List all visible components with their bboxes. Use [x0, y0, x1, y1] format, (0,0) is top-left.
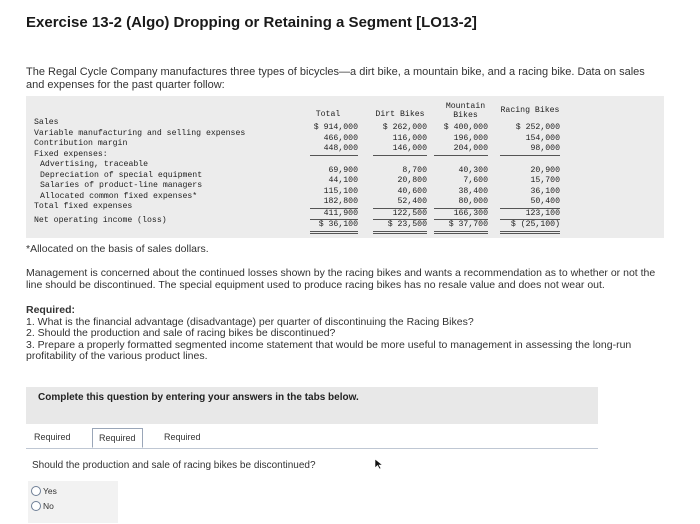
- dirt-variable: 116,000: [392, 133, 427, 143]
- header-dirt-bikes: Dirt Bikes: [375, 110, 425, 119]
- column-racing-bikes: [500, 123, 560, 234]
- row-label-advertising: Advertising, traceable: [40, 160, 149, 169]
- mountain-allocated: 80,000: [434, 197, 488, 209]
- required-section: [26, 305, 676, 363]
- racing-net-income: $ (25,100): [500, 220, 560, 234]
- mountain-depreciation: 7,600: [463, 176, 488, 185]
- required-item-3: 3. Prepare a properly formatted segmented income statement that would be more useful to management in assessing the long-run profitability of the various product lines.: [26, 338, 632, 362]
- dirt-net-income: $ 23,500: [373, 220, 427, 234]
- racing-fixed: 123,100: [500, 209, 560, 221]
- row-label-net-operating-income: Net operating income (loss): [34, 216, 167, 225]
- dirt-sales: $ 262,000: [382, 123, 427, 132]
- racing-contribution: 98,000: [500, 144, 560, 156]
- mountain-advertising: 40,300: [458, 165, 488, 175]
- dirt-contribution: 146,000: [373, 144, 427, 156]
- required-heading: Required:: [26, 304, 76, 316]
- exercise-intro: The Regal Cycle Company manufactures three types of bicycles—a dirt bike, a mountain bike, and a racing bike. Data on sales and expenses for the past quarter follow:: [26, 66, 645, 91]
- total-advertising: 69,900: [328, 165, 358, 175]
- row-label-variable-expenses: Variable manufacturing and selling expenses: [34, 128, 246, 138]
- mouse-cursor-icon: [374, 458, 384, 470]
- column-mountain-bikes: [434, 123, 488, 234]
- header-mountain-bikes-line1: Mountain: [445, 102, 486, 111]
- row-label-depreciation: Depreciation of special equipment: [40, 170, 203, 180]
- header-mountain-bikes-line2: Bikes: [453, 111, 478, 120]
- dirt-salaries: 40,600: [397, 186, 427, 196]
- total-depreciation: 44,100: [328, 176, 358, 185]
- dirt-advertising: 8,700: [402, 165, 427, 175]
- header-total: Total: [315, 110, 341, 119]
- mountain-salaries: 38,400: [458, 186, 488, 196]
- total-sales: $ 914,000: [313, 123, 358, 132]
- required-item-1: 1. What is the financial advantage (disadvantage) per quarter of discontinuing the Racing Bikes?: [26, 315, 474, 328]
- option-no-label: No: [43, 501, 54, 511]
- racing-salaries: 36,100: [530, 186, 560, 196]
- mountain-fixed: 166,300: [434, 209, 488, 221]
- mountain-contribution: 204,000: [434, 144, 488, 156]
- answer-options: [28, 481, 118, 523]
- question-panel: [26, 448, 598, 524]
- instructions-text: Complete this question by entering your answers in the tabs below.: [38, 392, 359, 403]
- instructions-banner: [26, 387, 598, 424]
- option-no[interactable]: [31, 501, 54, 511]
- racing-sales: $ 252,000: [515, 123, 560, 132]
- footnote: *Allocated on the basis of sales dollars.: [26, 243, 209, 255]
- tab-required-3[interactable]: Required: [164, 432, 201, 442]
- radio-yes[interactable]: [31, 486, 41, 496]
- column-total: [310, 123, 358, 234]
- management-paragraph: Management is concerned about the continued losses shown by the racing bikes and wants a recommendation as to whether or not the line should be discontinued. The special equipment used to produce racing bikes has no resale value and does not wear out.: [26, 267, 656, 291]
- total-contribution: 448,000: [310, 144, 358, 156]
- row-label-contribution-margin: Contribution margin: [34, 139, 128, 148]
- tab-required-2[interactable]: Required: [92, 428, 143, 448]
- row-label-allocated-common: Allocated common fixed expenses*: [40, 191, 198, 201]
- dirt-depreciation: 20,800: [397, 176, 427, 185]
- row-label-salaries: Salaries of product-line managers: [40, 181, 203, 190]
- question-text: Should the production and sale of racing bikes be discontinued?: [32, 460, 316, 471]
- income-statement-table: [26, 96, 664, 238]
- column-dirt-bikes: [373, 123, 427, 234]
- option-yes-label: Yes: [43, 486, 57, 496]
- tab-required-1[interactable]: Required: [34, 432, 71, 442]
- total-variable: 466,000: [323, 133, 358, 143]
- racing-variable: 154,000: [525, 133, 560, 143]
- mountain-sales: $ 400,000: [443, 123, 488, 132]
- exercise-title: Exercise 13-2 (Algo) Dropping or Retaining a Segment [LO13-2]: [26, 14, 477, 31]
- total-allocated: 182,800: [310, 197, 358, 209]
- mountain-variable: 196,000: [453, 133, 488, 143]
- required-item-2: 2. Should the production and sale of racing bikes be discontinued?: [26, 327, 336, 339]
- row-label-total-fixed: Total fixed expenses: [34, 202, 133, 211]
- racing-depreciation: 15,700: [530, 176, 560, 185]
- header-racing-bikes: Racing Bikes: [500, 106, 560, 115]
- dirt-allocated: 52,400: [373, 197, 427, 209]
- row-label-fixed-expenses: Fixed expenses:: [34, 149, 108, 159]
- total-fixed: 411,900: [310, 209, 358, 221]
- total-net-income: $ 36,100: [310, 220, 358, 234]
- radio-no[interactable]: [31, 501, 41, 511]
- row-label-sales: Sales: [34, 118, 59, 127]
- dirt-fixed: 122,500: [373, 209, 427, 221]
- total-salaries: 115,100: [323, 186, 358, 196]
- mountain-net-income: $ 37,700: [434, 220, 488, 234]
- racing-allocated: 50,400: [500, 197, 560, 209]
- racing-advertising: 20,900: [530, 165, 560, 175]
- option-yes[interactable]: [31, 486, 57, 496]
